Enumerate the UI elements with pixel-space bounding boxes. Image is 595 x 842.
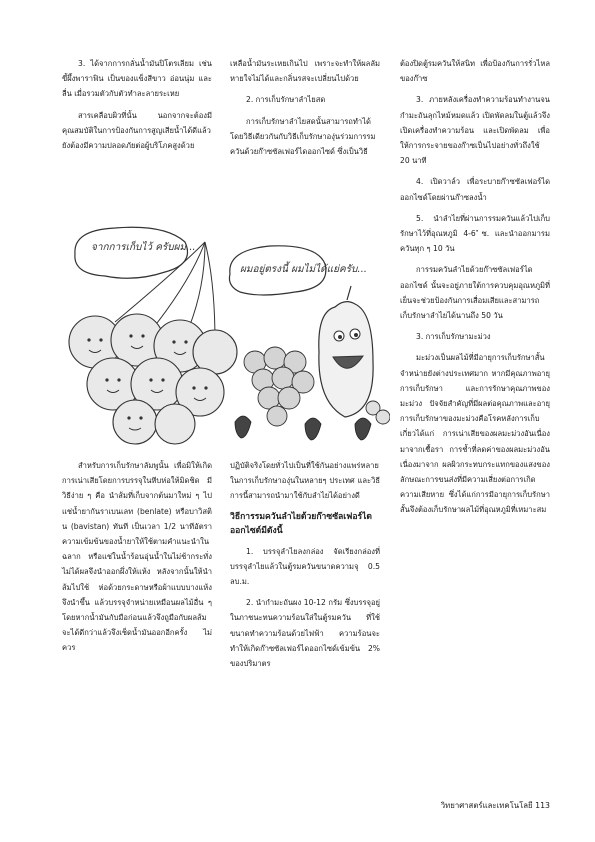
column-2-top xyxy=(230,56,380,165)
paragraph: 3. ภายหลังเครื่องทำความร้อนทำงานจนกำมะถันลุกไหม้หมดแล้ว เปิดพัดลมในตู้แล้วจึงเปิดเครื่องทำความร้อน และเปิดพัดลม เพื่อให้การกระจายของก๊าซเป็นไปอย่างทั่วถึงใช้ 20 นาที xyxy=(400,95,550,166)
column-3 xyxy=(400,56,550,524)
fruit-cartoon-illustration xyxy=(55,212,390,450)
paragraph: 4. เปิดวาล์ว เพื่อระบายก๊าซซัลเฟอร์ไดออกไซด์โดยผ่านก๊าซลงน้ำ xyxy=(400,177,550,202)
small-cherries xyxy=(366,401,390,424)
paragraph: 1. บรรจุลำไยลงกล่อง จัดเรียงกล่องที่บรรจุลำไยแล้วในตู้รมควันขนาดความจุ 0.5 ลบ.ม. xyxy=(230,546,380,587)
longan-bunch xyxy=(69,314,237,444)
pear-character xyxy=(319,286,373,417)
paragraph: การรมควันลำไยด้วยก๊าซซัลเฟอร์ไดออกไซด์ นั้นจะอยู่ภายใต้การควบคุมอุณหภูมิที่เย็นจะช่วยป้องกันการเสื่อมเสียและสามารถเก็บรักษาลำไยได้นานถึง 50 วัน xyxy=(400,265,550,321)
section-heading: 3. การเก็บรักษามะม่วง xyxy=(416,332,491,342)
paragraph: เหลือน้ำมันระเหยเกินไป เพราะจะทำให้ผลลัมหายใจไม่ได้และกลิ่นรสจะเปลี่ยนไปด้วย xyxy=(230,59,380,84)
section-heading-bold: วิธีการรมควันลำไยด้วยก๊าซซัลเฟอร์ไดออกไซด์มีดังนี้ xyxy=(230,511,372,536)
paragraph: ปฏิบัติจริงโดยทั่วไปเป็นที่ใช้กันอย่างแพร่หลายในการเก็บรักษาองุ่นในหลายๆ ประเทศ และวิธีการนี้สามารถนำมาใช้กับลำไยได้อย่างดี xyxy=(230,461,380,501)
column-2-bottom xyxy=(230,458,380,677)
paragraph: สารเคลือบผิวที่นั้น นอกจากจะต้องมีคุณสมบัติในการป้องกันการสูญเสียน้ำได้ดีแล้ว ยังต้องมีความปลอดภัยต่อผู้บริโภคสูงด้วย xyxy=(62,110,212,151)
column-1-top xyxy=(62,56,212,159)
grape-cluster xyxy=(244,347,314,426)
paragraph: ต้องปิดตู้รมควันให้สนิท เพื่อป้องกันการรั่วไหลของก๊าซ xyxy=(400,59,550,84)
paragraph: 5. นำลำไยที่ผ่านการรมควันแล้วไปเก็บรักษาไว้ที่อุณหภูมิ 4-6 ํซ. และนำออกมารมควันทุก ๆ 10 วัน xyxy=(400,213,550,254)
column-1-bottom xyxy=(62,458,212,662)
section-heading: 2. การเก็บรักษาลำไยสด xyxy=(246,95,326,105)
bubble-left-text: จากการเก็บไว้ ครับผม... xyxy=(91,242,196,253)
paragraph: 2. นำกำมะถันผง 10-12 กรัม ซึ่งบรรจุอยู่ในภาชนะทนความร้อนใส่ในตู้รมควัน ที่ใช้ขนาดทำความร้อนด้วยไฟฟ้า ความร้อนจะทำให้เกิดก๊าซซัลเฟอร์ไดออกไซด์เข้มข้น 2% ของปริมาตร xyxy=(230,598,380,669)
paragraph: 3. ได้จากการกลั่นน้ำมันปิโตรเลียม เช่น ขี้ผึ้งพาราฟิน เป็นของแข็งสีขาว อ่อนนุ่ม และลื่น เมื่อรวมตัวกับตัวทำละลายระเหย xyxy=(62,59,212,99)
speech-bubble-right xyxy=(229,246,367,295)
paragraph: การเก็บรักษาลำไยสดนั้นสามารถทำได้โดยวิธีเดียวกันกับวิธีเก็บรักษาองุ่นร่วมการรมควันด้วยก๊าซซัลเฟอร์ไดออกไซด์ ซึ่งเป็นวิธี xyxy=(230,116,376,157)
paragraph: สำหรับการเก็บรักษาลัมพูนั้น เพื่อมิให้เกิดการเน่าเสียโดยการบรรจุในหีบห่อให้มิดชิด มีวิธีง่าย ๆ คือ นำส้มที่เก็บจากต้นมาใหม่ ๆ ไปแช่น้ำยากันราเบนเลท (benlate) หรือบาวิสติน (bavistan) ทันที เป็นเวลา 1/2 นาทีอัตราความเข้มข้นของน้ำยาให้ใช้ตามคำแนะนำในฉลาก หรือแช่ในน้ำร้อนอุ่นน้ำในไม่ช้ากระทั่งไม่ได้ผลจึงนำออกผึ่งให้แห้ง หลังจากนั้นให้นำส้มไปใช้ ห่อด้วยกระดาษหรือผ้าแบบบางแห้งจึงนำขึ้น แล้วบรรจุจำหน่ายเหมือนผลไม้อื่น ๆ โดยหากน้ำมันกับมือก่อนแล้วจึงถูมือกับผลส้มจะได้ดีกว่าแล้วจึงเช็ดน้ำมันออกอีกครั้ง ไม่ควร xyxy=(62,461,212,653)
paragraph: มะม่วงเป็นผลไม้ที่มีอายุการเก็บรักษาสั้นจำหน่ายยังต่างประเทศมาก หากมีคุณภาพอายุการเก็บรักษา และการรักษาคุณภาพของมะม่วง ปัจจัยสำคัญที่มีผลต่อคุณภาพและอายุการเก็บรักษาของมะม่วงคือโรคหลังการเก็บเกี่ยวได้แก่ การเน่าเสียของผลมะม่วงอันเนื่องมาจากเชื้อรา การช้ำที่ลดค่าของผลมะม่วงอันเนื่องมาจาก ผลผิวกระทบกระแทกของแสงของลักษณะการขนส่งที่มีความเสี่ยงต่อการเกิดความเสียหาย ซึ่งได้แก่การมีอายุการเก็บรักษาสั้นจึงต้องเก็บรักษาผลไม้ที่อุณหภูมิที่เหมาะสม xyxy=(400,353,550,515)
bubble-right-text: ผมอยู่ตรงนี้ ผมไม่ได้แย่ครับ... xyxy=(240,264,367,275)
strawberries xyxy=(235,416,371,440)
speech-bubble-left xyxy=(75,227,196,278)
page-footer: วิทยาศาสตร์และเทคโนโลยี 113 xyxy=(440,801,550,810)
